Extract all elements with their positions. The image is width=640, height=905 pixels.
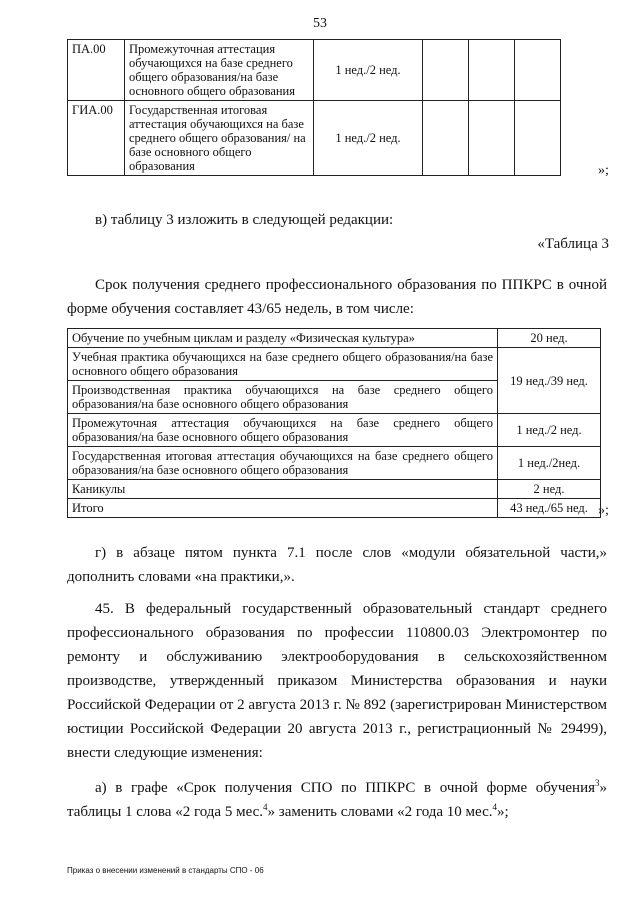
table-row bbox=[68, 414, 601, 447]
paragraph-a-text-4: »; bbox=[497, 804, 509, 820]
table-cell-desc: Обучение по учебным циклам и разделу «Физическая культура» bbox=[68, 329, 498, 348]
table-cell-empty bbox=[469, 40, 515, 101]
table-cell-duration: 1 нед./2 нед. bbox=[314, 101, 423, 176]
table-closing-mark: »; bbox=[598, 163, 609, 178]
table-row bbox=[68, 499, 601, 518]
table-row bbox=[68, 447, 601, 480]
table-row bbox=[68, 329, 601, 348]
paragraph-duration: Срок получения среднего профессионального образования по ППКРС в очной форме обучения составляет 43/65 недель, в том числе: bbox=[67, 277, 607, 317]
table-cell-name: Промежуточная аттестация обучающихся на базе среднего общего образования/на базе основного общего образования bbox=[125, 40, 314, 101]
footnote-ref: 4 bbox=[263, 802, 268, 812]
page-number: 53 bbox=[313, 16, 327, 31]
table-cell-empty bbox=[469, 101, 515, 176]
table-cell-desc: Итого bbox=[68, 499, 498, 518]
table-caption: «Таблица 3 bbox=[537, 236, 609, 252]
paragraph-g: г) в абзаце пятом пункта 7.1 после слов «модули обязательной части,» дополнить словами «на практики,». bbox=[67, 545, 607, 585]
table-cell-name: Государственная итоговая аттестация обучающихся на базе среднего общего образования/ на базе основного общего образования bbox=[125, 101, 314, 176]
footnote-ref: 4 bbox=[492, 802, 497, 812]
paragraph-a-text-3: » заменить словами «2 года 10 мес. bbox=[267, 804, 493, 820]
table-cell-empty bbox=[423, 40, 469, 101]
table-closing-mark: »; bbox=[598, 503, 609, 518]
table-row bbox=[68, 348, 601, 381]
table-cell-desc: Учебная практика обучающихся на базе среднего общего образования/на базе основного общего образования bbox=[68, 348, 498, 381]
table-cell-desc: Производственная практика обучающихся на базе среднего общего образования/на базе основного общего образования bbox=[68, 381, 498, 414]
table-cell-code: ГИА.00 bbox=[68, 101, 125, 176]
table-cell-value: 2 нед. bbox=[498, 480, 601, 499]
paragraph-45: 45. В федеральный государственный образовательный стандарт среднего профессионального образования по профессии 110800.03 Электромонтер по ремонту и обслуживанию электрооборудования в сельскохозяйственном производстве, утвержденный приказом Министерства образования и науки Российской Федерации от 2 августа 2013 г. № 892 (зарегистрирован Министерством юстиции Российской Федерации 20 августа 2013 г., регистрационный № 29499), внести следующие изменения: bbox=[67, 601, 607, 761]
paragraph-a-text-1: а) в графе «Срок получения СПО по ППКРС в очной форме обучения bbox=[95, 780, 595, 796]
table-row bbox=[68, 480, 601, 499]
table-row bbox=[68, 101, 561, 176]
table-cell-empty bbox=[515, 101, 561, 176]
paragraph-v: в) таблицу 3 изложить в следующей редакции: bbox=[95, 212, 394, 228]
table-cell-value: 1 нед./2 нед. bbox=[498, 414, 601, 447]
table-3 bbox=[67, 328, 601, 518]
table-row bbox=[68, 40, 561, 101]
table-cell-desc: Каникулы bbox=[68, 480, 498, 499]
table-cell-empty bbox=[423, 101, 469, 176]
table-attestation bbox=[67, 39, 561, 176]
table-cell-value: 43 нед./65 нед. bbox=[498, 499, 601, 518]
footer-note: Приказ о внесении изменений в стандарты СПО - 06 bbox=[67, 866, 264, 875]
paragraph-a-text-2: » таблицы 1 слова «2 года 5 мес. bbox=[67, 780, 607, 820]
table-cell-empty bbox=[515, 40, 561, 101]
paragraph-a bbox=[67, 776, 607, 824]
table-cell-duration: 1 нед./2 нед. bbox=[314, 40, 423, 101]
table-cell-value: 19 нед./39 нед. bbox=[498, 348, 601, 414]
table-cell-desc: Государственная итоговая аттестация обучающихся на базе среднего общего образования/на базе основного общего образования bbox=[68, 447, 498, 480]
table-cell-desc: Промежуточная аттестация обучающихся на базе среднего общего образования/на базе основного общего образования bbox=[68, 414, 498, 447]
table-cell-code: ПА.00 bbox=[68, 40, 125, 101]
footnote-ref: 3 bbox=[595, 778, 600, 788]
table-cell-value: 1 нед./2нед. bbox=[498, 447, 601, 480]
table-cell-value: 20 нед. bbox=[498, 329, 601, 348]
